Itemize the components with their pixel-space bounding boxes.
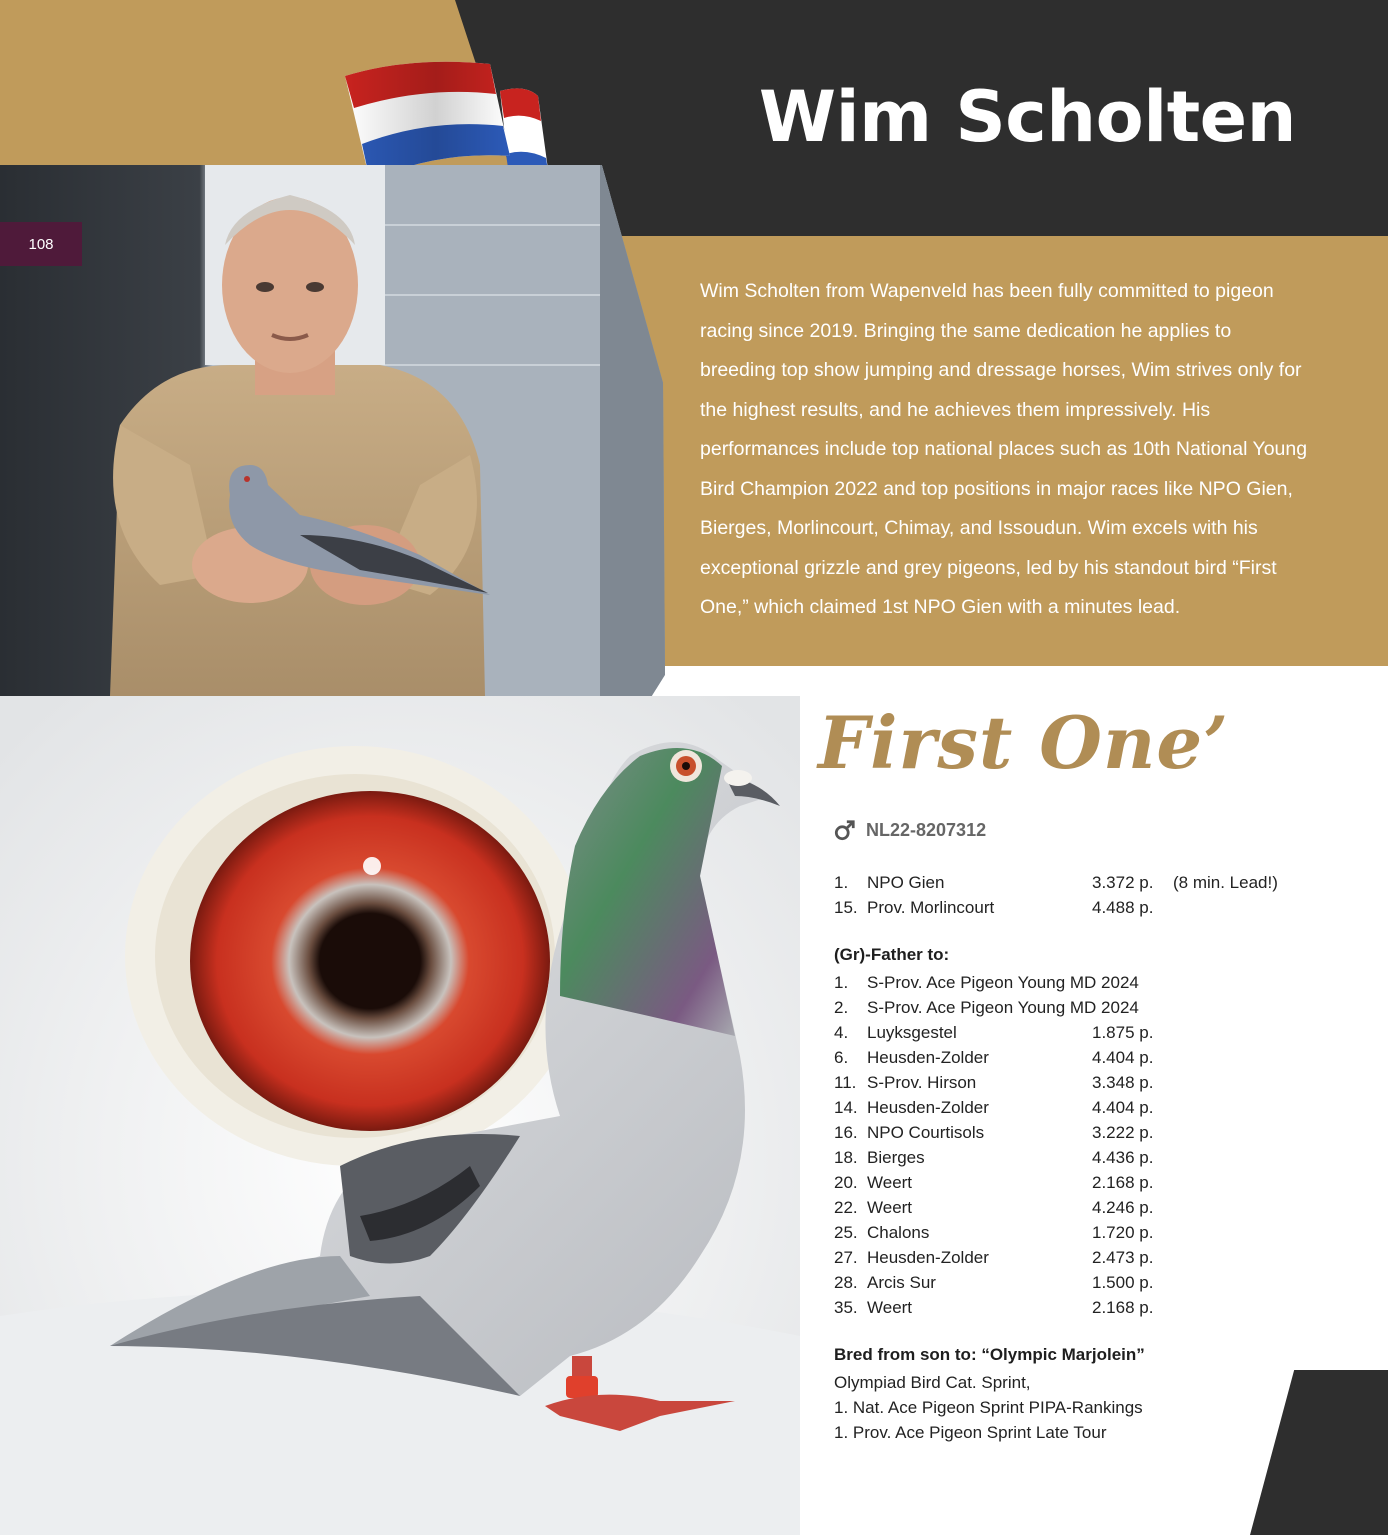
offspring-race: Heusden-Zolder (867, 1097, 989, 1117)
offspring-row (834, 1170, 1354, 1195)
result-points: 3.372 p. (1092, 872, 1154, 892)
result-row (834, 870, 1354, 895)
offspring-rank: 18. (834, 1147, 858, 1167)
offspring-race: Weert (867, 1297, 913, 1317)
offspring-rank: 27. (834, 1247, 858, 1267)
bird-name-title: First One’ (818, 700, 1230, 785)
ring-number: NL22-8207312 (866, 819, 987, 840)
corner-dark-accent (1250, 1370, 1388, 1535)
offspring-row (834, 1195, 1354, 1220)
result-race: NPO Gien (867, 872, 945, 892)
offspring-rank: 1. (834, 972, 849, 992)
breeder-illustration (0, 165, 665, 696)
offspring-row (834, 970, 1354, 995)
offspring-rank: 6. (834, 1047, 849, 1067)
offspring-row (834, 1120, 1354, 1145)
offspring-row (834, 1045, 1354, 1070)
offspring-points: 4.404 p. (1092, 1097, 1154, 1117)
offspring-row (834, 1295, 1354, 1320)
intro-paragraph: Wim Scholten from Wapenveld has been fully committed to pigeon racing since 2019. Bringing the same dedication he applies to breeding top show jumping and dressage horses, Wim strives only for the highest results, and he achieves them impressively. His performances include top national places such as 10th National Young Bird Champion 2022 and top positions in major races like NPO Gien, Bierges, Morlincourt, Chimay, and Issoudun. Wim excels with his exceptional grizzle and grey pigeons, led by his standout bird “First One,” which claimed 1st NPO Gien with a minutes lead. (700, 280, 1308, 618)
offspring-points: 1.720 p. (1092, 1222, 1154, 1242)
offspring-row (834, 1095, 1354, 1120)
bred-from-line: 1. Prov. Ace Pigeon Sprint Late Tour (834, 1423, 1107, 1442)
offspring-heading: (Gr)-Father to: (834, 945, 950, 964)
male-symbol-icon (834, 819, 856, 841)
offspring-points: 3.222 p. (1092, 1122, 1154, 1142)
offspring-rank: 20. (834, 1172, 858, 1192)
offspring-rank: 25. (834, 1222, 858, 1242)
offspring-points: 4.404 p. (1092, 1047, 1154, 1067)
own-results-list (834, 870, 1354, 920)
offspring-race: S-Prov. Hirson (867, 1072, 977, 1092)
offspring-points: 4.246 p. (1092, 1197, 1154, 1217)
result-row (834, 895, 1354, 920)
offspring-row (834, 995, 1354, 1020)
pigeon-eye-illustration (0, 696, 800, 1535)
offspring-row (834, 1270, 1354, 1295)
offspring-row (834, 1245, 1354, 1270)
offspring-points: 2.168 p. (1092, 1172, 1154, 1192)
offspring-row (834, 1220, 1354, 1245)
offspring-race: Heusden-Zolder (867, 1047, 989, 1067)
offspring-race: Heusden-Zolder (867, 1247, 989, 1267)
offspring-race: S-Prov. Ace Pigeon Young MD 2024 (867, 972, 1139, 992)
offspring-points: 2.168 p. (1092, 1297, 1154, 1317)
offspring-race: S-Prov. Ace Pigeon Young MD 2024 (867, 997, 1139, 1017)
result-note: (8 min. Lead!) (1173, 872, 1278, 892)
offspring-row (834, 1020, 1354, 1045)
offspring-row (834, 1145, 1354, 1170)
offspring-rank: 28. (834, 1272, 858, 1292)
page-number-tab: 108 (0, 222, 82, 266)
offspring-race: Weert (867, 1172, 913, 1192)
ring-number-row (834, 819, 986, 841)
offspring-points: 4.436 p. (1092, 1147, 1154, 1167)
result-rank: 15. (834, 897, 858, 917)
offspring-rank: 16. (834, 1122, 858, 1142)
breeder-portrait-photo (0, 165, 665, 696)
offspring-results-list (834, 970, 1354, 1320)
bred-from-line: Olympiad Bird Cat. Sprint, (834, 1373, 1031, 1392)
offspring-rank: 22. (834, 1197, 858, 1217)
result-points: 4.488 p. (1092, 897, 1154, 917)
bred-from-line: 1. Nat. Ace Pigeon Sprint PIPA-Rankings (834, 1398, 1143, 1417)
offspring-rank: 2. (834, 997, 849, 1017)
offspring-race: NPO Courtisols (867, 1122, 985, 1142)
offspring-rank: 11. (834, 1072, 857, 1092)
offspring-race: Arcis Sur (867, 1272, 936, 1292)
offspring-race: Weert (867, 1197, 913, 1217)
page-title: Wim Scholten (758, 76, 1296, 158)
offspring-points: 2.473 p. (1092, 1247, 1154, 1267)
offspring-rank: 14. (834, 1097, 858, 1117)
offspring-race: Luyksgestel (867, 1022, 957, 1042)
offspring-rank: 4. (834, 1022, 849, 1042)
result-rank: 1. (834, 872, 849, 892)
offspring-points: 1.500 p. (1092, 1272, 1154, 1292)
bred-from-list (834, 1370, 1143, 1445)
offspring-rank: 35. (834, 1297, 858, 1317)
offspring-row (834, 1070, 1354, 1095)
result-race: Prov. Morlincourt (867, 897, 995, 917)
bred-from-heading: Bred from son to: “Olympic Marjolein” (834, 1345, 1145, 1364)
offspring-points: 3.348 p. (1092, 1072, 1154, 1092)
offspring-race: Chalons (867, 1222, 930, 1242)
offspring-points: 1.875 p. (1092, 1022, 1154, 1042)
offspring-race: Bierges (867, 1147, 925, 1167)
